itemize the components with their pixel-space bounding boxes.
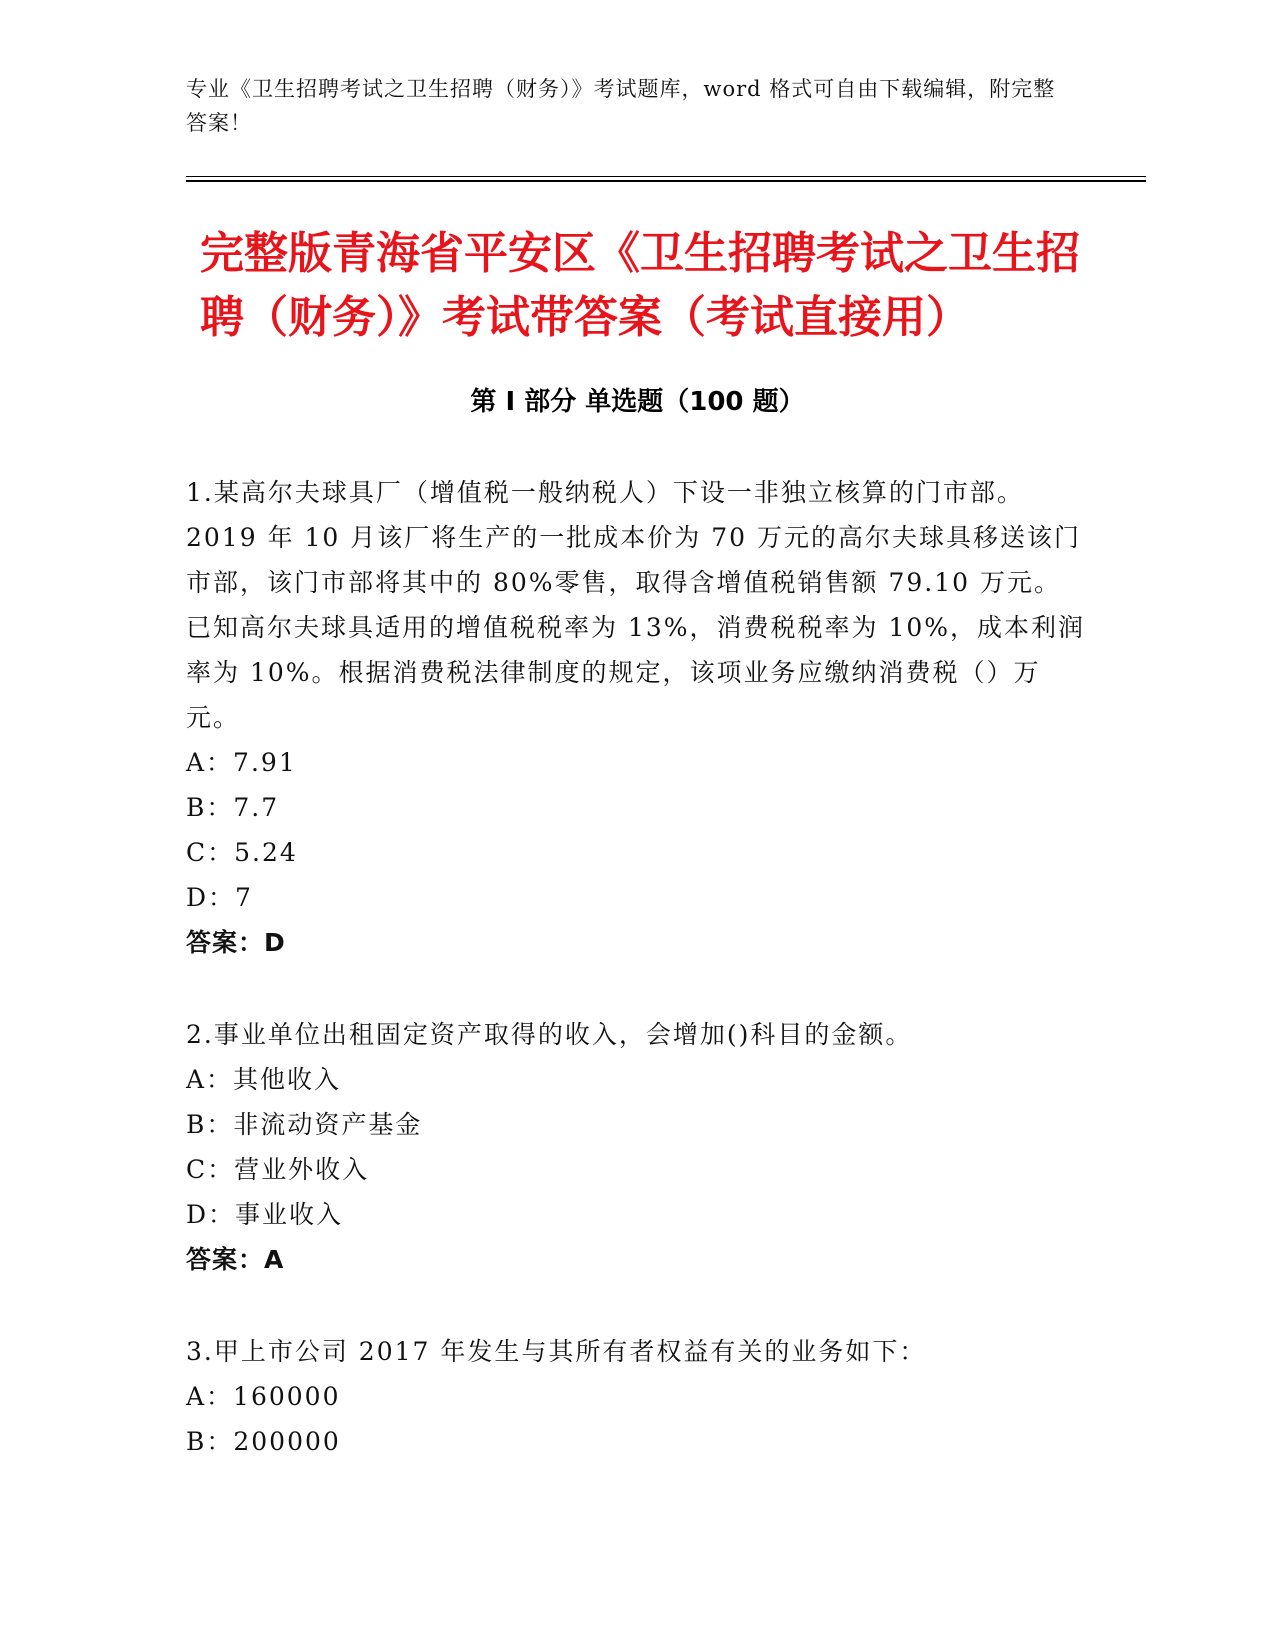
option-d: D：7 (186, 883, 253, 912)
question-3 (186, 1329, 1086, 1464)
option-a: A：160000 (186, 1382, 341, 1411)
question-list (186, 470, 1086, 1511)
page-title: 完整版青海省平安区《卫生招聘考试之卫生招聘（财务）》考试带答案（考试直接用） (200, 228, 1080, 343)
option-a: A：其他收入 (186, 1065, 342, 1094)
question-stem: 1.某高尔夫球具厂（增值税一般纳税人）下设一非独立核算的门市部。2019 年 10 月该厂将生产的一批成本价为 70 万元的高尔夫球具移送该门市部，该门市部将其中的 80%零售，取得含增值税销售额 79.10 万元。已知高尔夫球具适用的增值税税率为 13%，消费税税率为 10%，成本利润率为 10%。根据消费税法律制度的规定，该项业务应缴纳消费税（）万元。 (186, 478, 1086, 732)
option-a: A：7.91 (186, 748, 297, 777)
header-divider-thick (186, 180, 1146, 182)
option-b: B：200000 (186, 1427, 341, 1456)
option-b: B：非流动资产基金 (186, 1110, 423, 1139)
header-note: 专业《卫生招聘考试之卫生招聘（财务）》考试题库，word 格式可自由下载编辑，附完整答案！ (186, 77, 1056, 135)
answer: 答案：A (186, 1245, 285, 1274)
option-c: C：5.24 (186, 838, 298, 867)
question-1 (186, 470, 1086, 965)
answer: 答案：D (186, 928, 286, 957)
question-stem: 3.甲上市公司 2017 年发生与其所有者权益有关的业务如下： (186, 1337, 927, 1366)
question-stem: 2.事业单位出租固定资产取得的收入，会增加()科目的金额。 (186, 1020, 913, 1049)
option-d: D：事业收入 (186, 1200, 344, 1229)
header-divider-thin (186, 176, 1146, 177)
option-b: B：7.7 (186, 793, 280, 822)
section-title: 第 I 部分 单选题（100 题） (470, 387, 805, 417)
question-2 (186, 1012, 1086, 1282)
option-c: C：营业外收入 (186, 1155, 370, 1184)
